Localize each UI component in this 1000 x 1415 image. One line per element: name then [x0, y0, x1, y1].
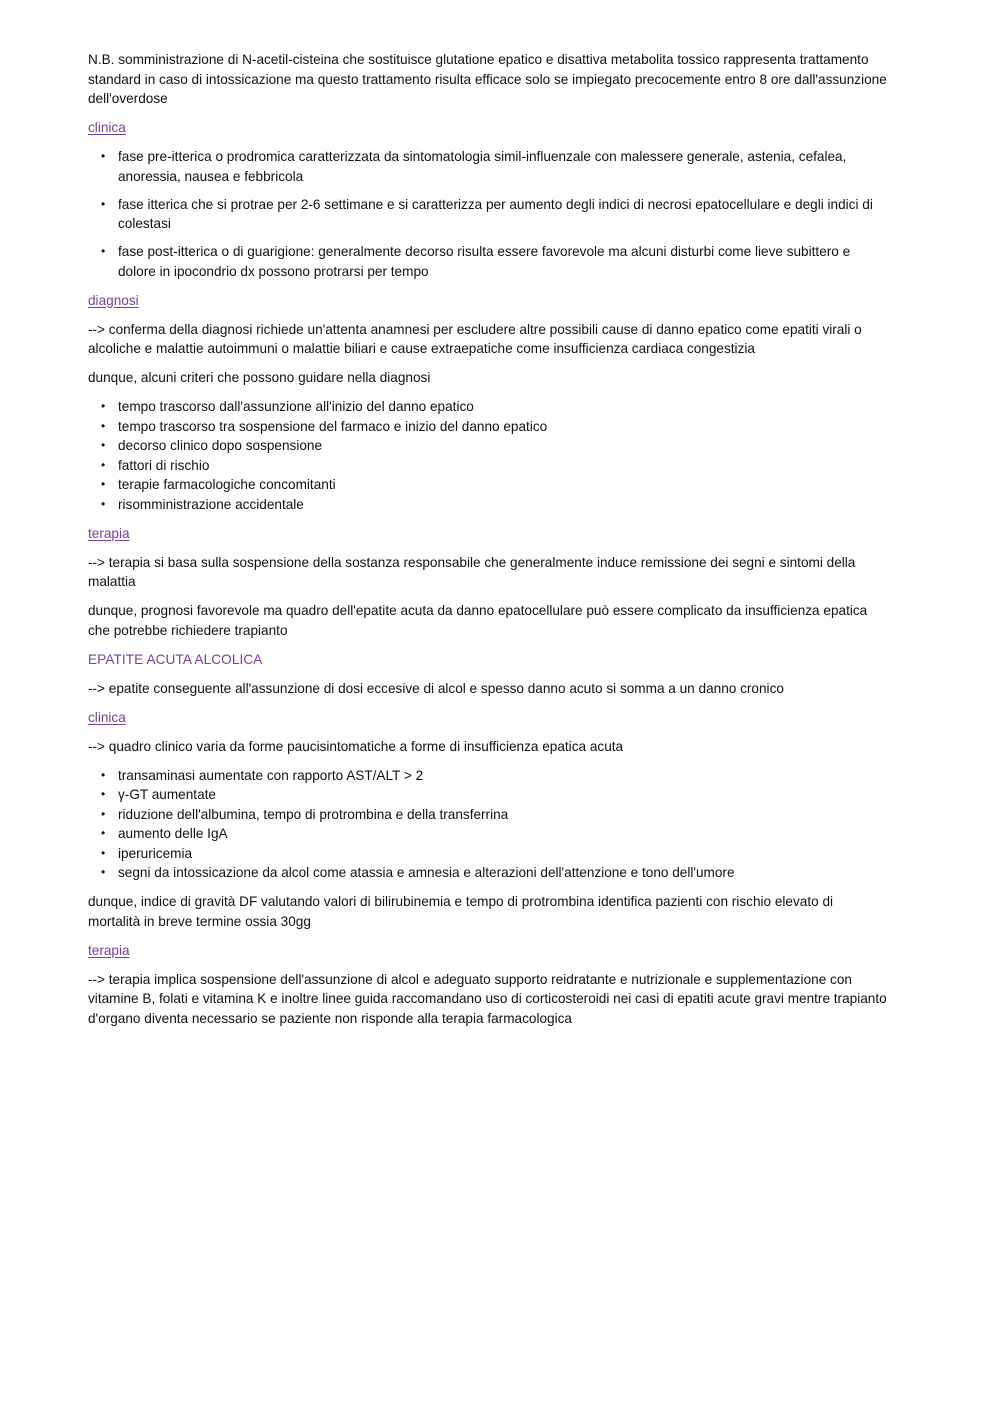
- list-item: • aumento delle IgA: [88, 824, 888, 844]
- intro-paragraph: N.B. somministrazione di N-acetil-cisteina che sostituisce glutatione epatico e disattiva metabolita tossico rappresenta trattamento standard in caso di intossicazione ma questo trattamento risulta efficace solo se impiegato precocemente entro 8 ore dall'assunzione dell'overdose: [88, 52, 887, 106]
- heading-clinica-link[interactable]: clinica: [88, 120, 126, 135]
- document-page: [88, 50, 888, 1038]
- list-item: • riduzione dell'albumina, tempo di protrombina e della transferrina: [88, 805, 888, 825]
- heading-terapia-alcolica-link[interactable]: terapia: [88, 942, 130, 958]
- list-item: • risomministrazione accidentale: [88, 495, 888, 515]
- list-item: • fattori di rischio: [88, 456, 888, 476]
- heading-terapia-link[interactable]: terapia: [88, 525, 130, 541]
- prognosi-paragraph: dunque, prognosi favorevole ma quadro dell'epatite acuta da danno epatocellulare può essere complicato da insufficienza epatica che potrebbe richiedere trapianto: [88, 603, 868, 638]
- epatite-alcolica-intro: --> epatite conseguente all'assunzione di dosi eccesive di alcol e spesso danno acuto si somma a un danno cronico: [88, 680, 784, 696]
- terapia-alcolica-paragraph: --> terapia implica sospensione dell'assunzione di alcol e adeguato supporto reidratante e nutrizionale e supplementazione con vitamine B, folati e vitamina K e inoltre linee guida raccomandano uso di corticosteroidi nei casi di epatiti acute gravi mentre trapianto d'organo diventa necessario se paziente non risponde alla terapia farmacologica: [88, 971, 887, 1026]
- list-item: • segni da intossicazione da alcol come atassia e amnesia e alterazioni dell'attenzione e tono dell'umore: [88, 863, 888, 883]
- diagnosi-criteria-list: [88, 397, 888, 514]
- indice-gravita-paragraph: dunque, indice di gravità DF valutando valori di bilirubinemia e tempo di protrombina identifica pazienti con rischio elevato di mortalità in breve termine ossia 30gg: [88, 894, 834, 929]
- clinica-phases-list: [88, 147, 888, 281]
- clinica-alcolica-paragraph: --> quadro clinico varia da forme paucisintomatiche a forme di insufficienza epatica acuta: [88, 738, 624, 754]
- diagnosi-paragraph: --> conferma della diagnosi richiede un'attenta anamnesi per escludere altre possibili cause di danno epatico come epatiti virali o alcoliche e malattie autoimmuni o malattie biliari e cause extraepatiche come insufficienza cardiaca congestizia: [88, 321, 862, 356]
- heading-diagnosi-link[interactable]: diagnosi: [88, 292, 139, 308]
- list-item: • tempo trascorso tra sospensione del farmaco e inizio del danno epatico: [88, 417, 888, 437]
- heading-clinica-alcolica-link[interactable]: clinica: [88, 709, 126, 725]
- list-item: • iperuricemia: [88, 844, 888, 864]
- list-item: • fase pre-itterica o prodromica caratterizzata da sintomatologia simil-influenzale con malessere generale, astenia, cefalea, anoressia, nausea e febbricola: [88, 147, 888, 186]
- list-item: • fase post-itterica o di guarigione: generalmente decorso risulta essere favorevole ma alcuni disturbi come lieve subittero e dolore in ipocondrio dx possono protrarsi per tempo: [88, 242, 888, 281]
- section-title-epatite-alcolica: EPATITE ACUTA ALCOLICA: [88, 651, 263, 667]
- clinica-alcolica-list: [88, 766, 888, 883]
- diagnosi-criteria-intro: dunque, alcuni criteri che possono guidare nella diagnosi: [88, 370, 431, 385]
- list-item: • γ-GT aumentate: [88, 785, 888, 805]
- list-item: • terapie farmacologiche concomitanti: [88, 475, 888, 495]
- list-item: • decorso clinico dopo sospensione: [88, 436, 888, 456]
- list-item: • fase itterica che si protrae per 2-6 settimane e si caratterizza per aumento degli indici di necrosi epatocellulare e degli indici di colestasi: [88, 195, 888, 234]
- list-item: • transaminasi aumentate con rapporto AST/ALT > 2: [88, 766, 888, 786]
- terapia-paragraph: --> terapia si basa sulla sospensione della sostanza responsabile che generalmente induce remissione dei segni e sintomi della malattia: [88, 554, 856, 589]
- list-item: • tempo trascorso dall'assunzione all'inizio del danno epatico: [88, 397, 888, 417]
